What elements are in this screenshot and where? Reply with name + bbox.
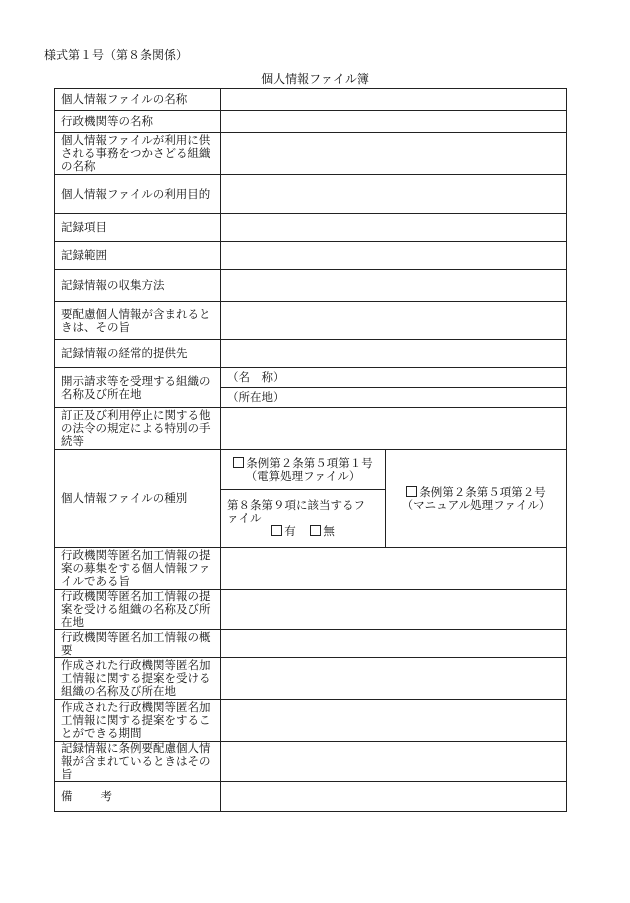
- label-anon-proposal-solicit: 行政機関等匿名加工情報の提案の募集をする個人情報ファイルである旨: [55, 548, 221, 590]
- value-managing-org[interactable]: [221, 133, 567, 175]
- label-collection-method: 記録情報の収集方法: [55, 270, 221, 302]
- label-record-items: 記録項目: [55, 214, 221, 242]
- yes-label: 有: [284, 524, 296, 538]
- document-title: 個人情報ファイル簿: [261, 72, 369, 86]
- checkbox-electronic[interactable]: [233, 457, 244, 468]
- label-ordinance-sensitive: 記録情報に条例要配慮個人情報が含まれているときはその旨: [55, 742, 221, 782]
- row-file-name: [55, 89, 567, 111]
- label-special-procedures: 訂正及び利用停止に関する他の法令の規定による特別の手続等: [55, 408, 221, 450]
- form-number: 様式第１号（第８条関係）: [44, 48, 189, 62]
- option-article8-file: [221, 490, 386, 548]
- row-created-anon-org: [55, 658, 567, 700]
- value-regular-recipients[interactable]: [221, 340, 567, 368]
- label-created-anon-org: 作成された行政機関等匿名加工情報に関する提案を受ける組織の名称及び所在地: [55, 658, 221, 700]
- row-ordinance-sensitive: [55, 742, 567, 782]
- label-anon-proposal-org: 行政機関等匿名加工情報の提案を受ける組織の名称及び所在地: [55, 590, 221, 630]
- value-anon-proposal-org[interactable]: [221, 590, 567, 630]
- value-created-anon-org[interactable]: [221, 658, 567, 700]
- row-agency-name: [55, 111, 567, 133]
- label-regular-recipients: 記録情報の経常的提供先: [55, 340, 221, 368]
- row-sensitive-info: [55, 302, 567, 340]
- manual-line1: 条例第２条第５項第２号: [419, 484, 546, 499]
- row-special-procedures: [55, 408, 567, 450]
- label-managing-org: 個人情報ファイルが利用に供される事務をつかさどる組織の名称: [55, 133, 221, 175]
- value-special-procedures[interactable]: [221, 408, 567, 450]
- row-regular-recipients: [55, 340, 567, 368]
- disclosure-name-label: （名 称）: [227, 370, 285, 384]
- value-purpose[interactable]: [221, 175, 567, 214]
- label-remarks: 備考: [55, 782, 221, 812]
- value-disclosure-org-address[interactable]: [221, 388, 567, 408]
- label-anon-summary: 行政機関等匿名加工情報の概要: [55, 630, 221, 658]
- row-anon-proposal-org: [55, 590, 567, 630]
- electronic-line1: 条例第２条第５項第１号: [246, 455, 373, 470]
- row-anon-summary: [55, 630, 567, 658]
- no-label: 無: [323, 524, 335, 538]
- row-anon-proposal-solicit: [55, 548, 567, 590]
- row-record-items: [55, 214, 567, 242]
- label-created-anon-period: 作成された行政機関等匿名加工情報に関する提案をすることができる期間: [55, 700, 221, 742]
- row-remarks: [55, 782, 567, 812]
- value-sensitive-info[interactable]: [221, 302, 567, 340]
- label-file-type: 個人情報ファイルの種別: [55, 450, 221, 548]
- value-created-anon-period[interactable]: [221, 700, 567, 742]
- manual-line2: （マニュアル処理ファイル）: [401, 497, 551, 512]
- row-managing-org: [55, 133, 567, 175]
- option-electronic-file[interactable]: [221, 450, 386, 490]
- article8-line1: 第８条第９項に該当するフ: [227, 498, 365, 512]
- article8-line2: ァイル: [227, 511, 262, 525]
- label-agency-name: 行政機関等の名称: [55, 111, 221, 133]
- label-disclosure-org: 開示請求等を受理する組織の名称及び所在地: [55, 368, 221, 408]
- row-record-scope: [55, 242, 567, 270]
- value-disclosure-org-name[interactable]: [221, 368, 567, 388]
- label-purpose: 個人情報ファイルの利用目的: [55, 175, 221, 214]
- value-agency-name[interactable]: [221, 111, 567, 133]
- row-created-anon-period: [55, 700, 567, 742]
- value-record-scope[interactable]: [221, 242, 567, 270]
- value-ordinance-sensitive[interactable]: [221, 742, 567, 782]
- value-anon-proposal-solicit[interactable]: [221, 548, 567, 590]
- checkbox-no[interactable]: [310, 525, 321, 536]
- row-collection-method: [55, 270, 567, 302]
- label-file-name: 個人情報ファイルの名称: [55, 89, 221, 111]
- value-file-name[interactable]: [221, 89, 567, 111]
- label-sensitive-info: 要配慮個人情報が含まれるときは、その旨: [55, 302, 221, 340]
- row-disclosure-org: [55, 368, 567, 388]
- row-purpose: [55, 175, 567, 214]
- label-record-scope: 記録範囲: [55, 242, 221, 270]
- personal-info-file-register-table: [54, 88, 567, 812]
- row-file-type: [55, 450, 567, 490]
- checkbox-manual[interactable]: [406, 486, 417, 497]
- value-record-items[interactable]: [221, 214, 567, 242]
- checkbox-yes[interactable]: [271, 525, 282, 536]
- electronic-line2: （電算処理ファイル）: [245, 468, 361, 483]
- value-remarks[interactable]: [221, 782, 567, 812]
- disclosure-address-label: （所在地）: [227, 390, 285, 404]
- option-manual-file[interactable]: [386, 450, 567, 548]
- value-anon-summary[interactable]: [221, 630, 567, 658]
- value-collection-method[interactable]: [221, 270, 567, 302]
